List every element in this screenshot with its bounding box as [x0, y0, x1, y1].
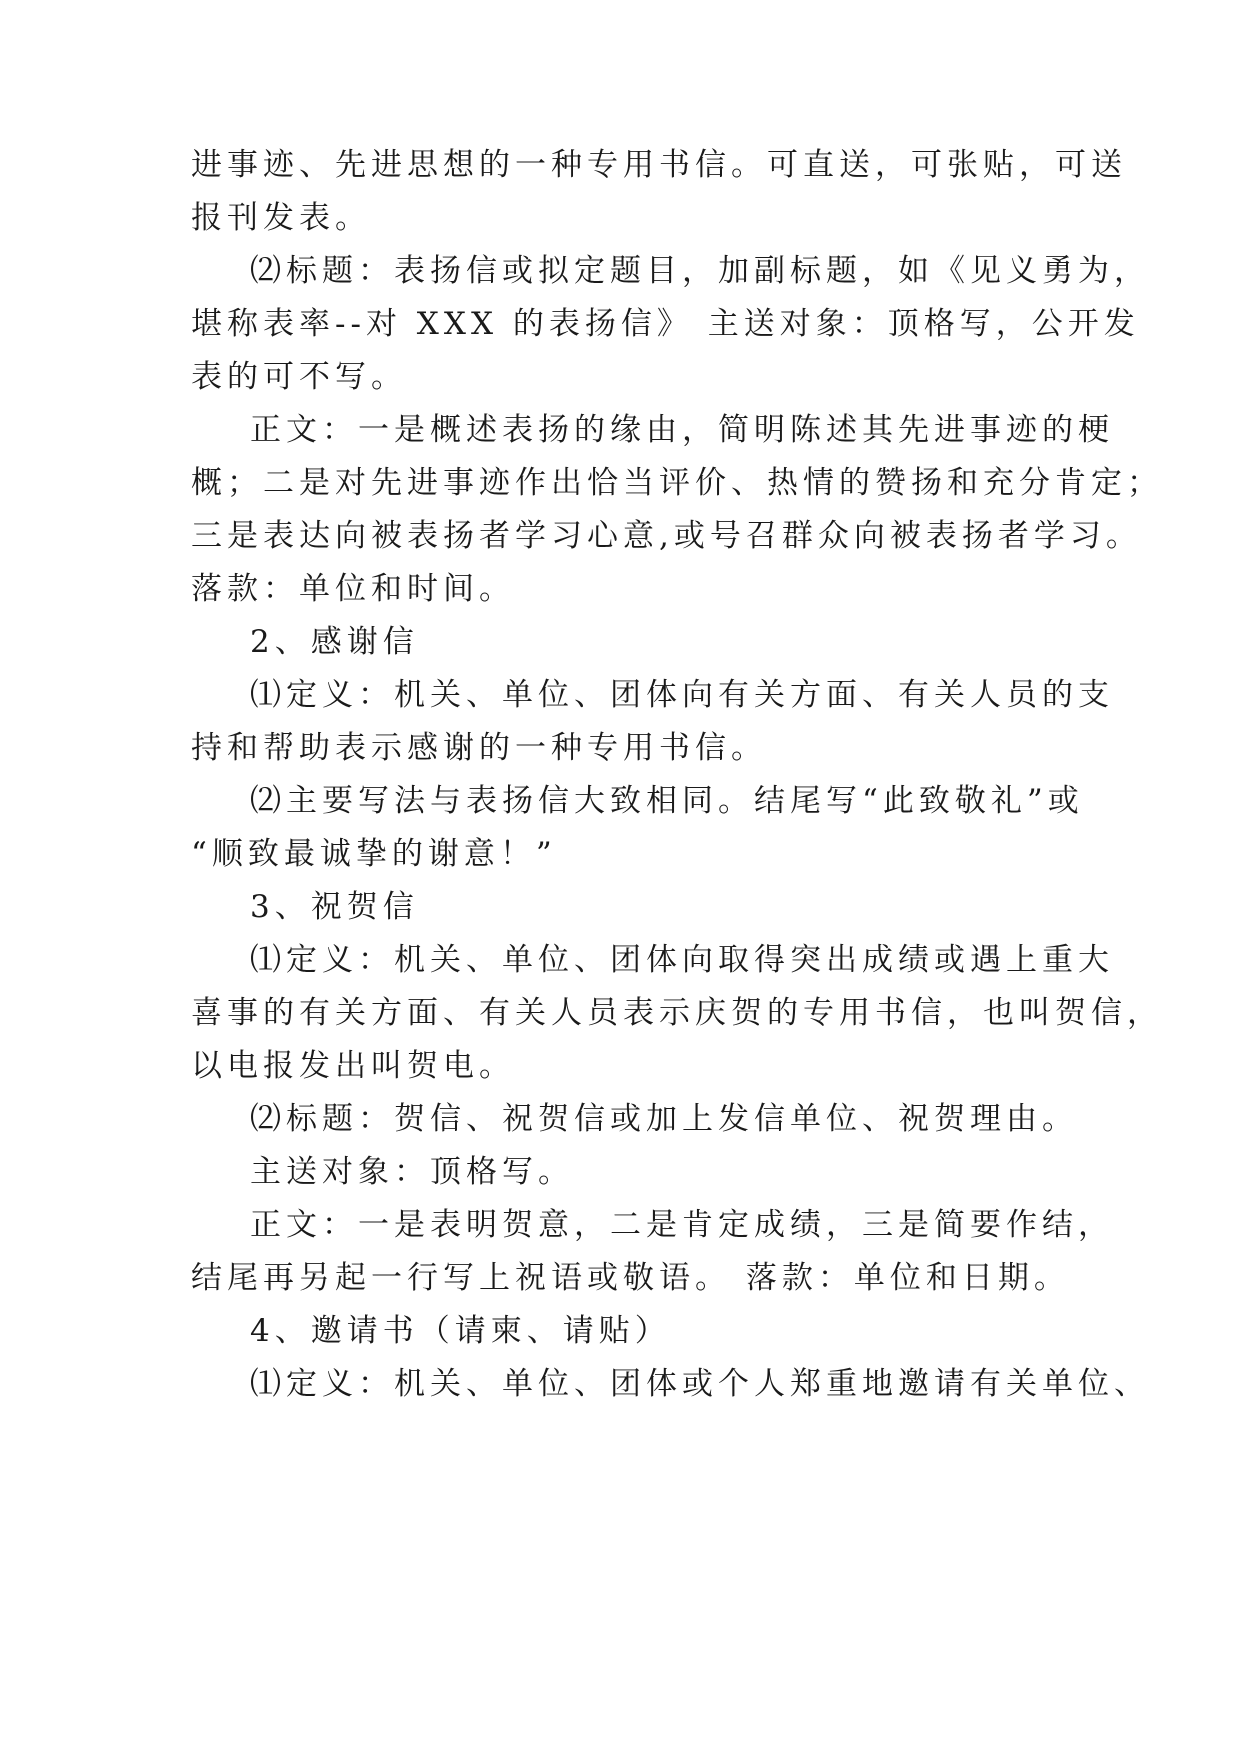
text-line: ⑴定义：机关、单位、团体或个人郑重地邀请有关单位、: [250, 1366, 1150, 1402]
text-line: 三是表达向被表扬者学习心意,或号召群众向被表扬者学习。: [191, 518, 1142, 554]
text-line: “顺致最诚挚的谢意！”: [191, 836, 557, 872]
text-line: 主送对象：顶格写。: [250, 1154, 574, 1190]
section-heading: 2、感谢信: [250, 624, 419, 660]
text-line: ⑵主要写法与表扬信大致相同。结尾写“此致敬礼”或: [250, 783, 1084, 819]
text-line: 正文：一是表明贺意，二是肯定成绩，三是简要作结，: [250, 1207, 1114, 1243]
text-line: ⑴定义：机关、单位、团体向有关方面、有关人员的支: [250, 677, 1114, 713]
text-line: 概；二是对先进事迹作出恰当评价、热情的赞扬和充分肯定；: [191, 465, 1163, 501]
text-line: 表的可不写。: [191, 359, 407, 395]
text-line: ⑵标题：贺信、祝贺信或加上发信单位、祝贺理由。: [250, 1101, 1078, 1137]
section-heading: 4、邀请书（请柬、请贴）: [250, 1313, 671, 1349]
text-line: 报刊发表。: [191, 200, 371, 236]
text-line: 落款：单位和时间。: [191, 571, 515, 607]
text-line: 以电报发出叫贺电。: [191, 1048, 515, 1084]
text-line: 进事迹、先进思想的一种专用书信。可直送，可张贴，可送: [191, 147, 1127, 183]
section-heading: 3、祝贺信: [250, 889, 419, 925]
text-line: 正文：一是概述表扬的缘由，简明陈述其先进事迹的梗: [250, 412, 1114, 448]
text-line: ⑵标题：表扬信或拟定题目，加副标题，如《见义勇为，: [250, 253, 1150, 289]
text-line: 喜事的有关方面、有关人员表示庆贺的专用书信，也叫贺信，: [191, 995, 1163, 1031]
text-line: 持和帮助表示感谢的一种专用书信。: [191, 730, 767, 766]
text-line: ⑴定义：机关、单位、团体向取得突出成绩或遇上重大: [250, 942, 1114, 978]
text-line: 结尾再另起一行写上祝语或敬语。 落款：单位和日期。: [191, 1260, 1070, 1296]
text-line: 堪称表率--对 XXX 的表扬信》 主送对象：顶格写，公开发: [191, 306, 1140, 342]
